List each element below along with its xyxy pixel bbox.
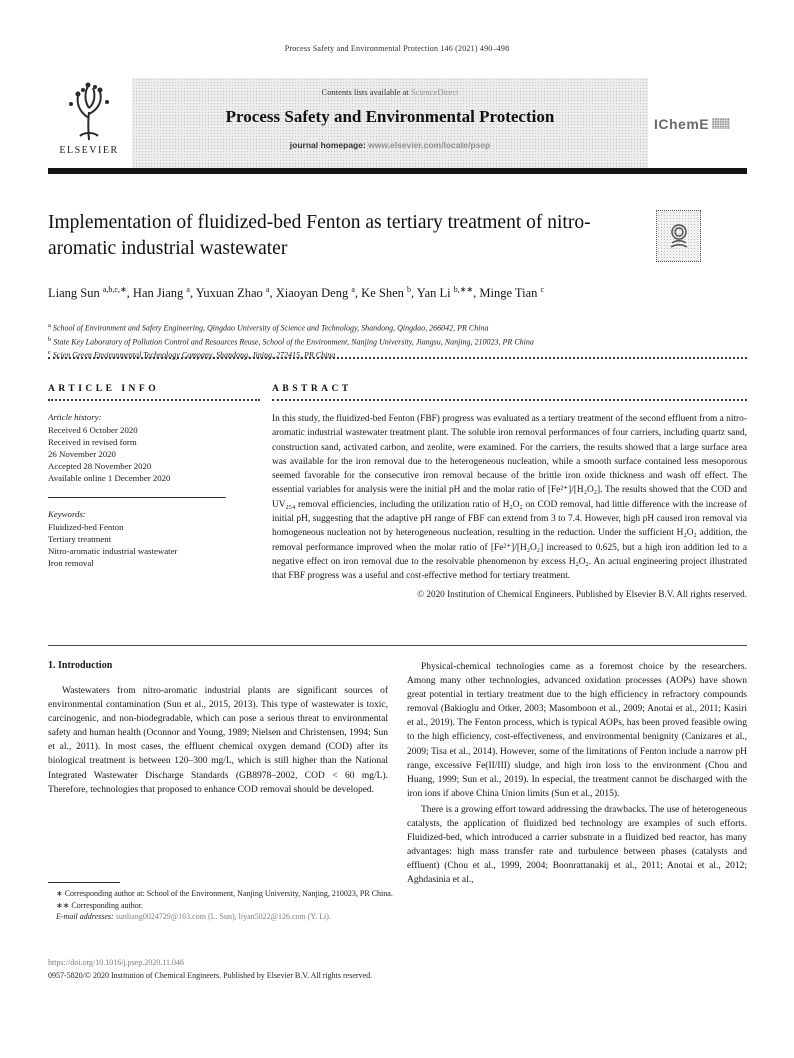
homepage-link[interactable]: www.elsevier.com/locate/psep xyxy=(368,140,491,150)
footnote-corresponding-1: ∗ Corresponding author at: School of the Environment, Nanjing University, Nanjing, 210023, PR China. xyxy=(56,889,393,898)
abstract-section xyxy=(272,384,747,599)
intro-right-column xyxy=(407,660,747,890)
author: Liang Sun $^{a,b,c,∗}$, xyxy=(48,285,133,301)
footnote-rule xyxy=(48,882,120,883)
doi-link[interactable]: https://doi.org/10.1016/j.psep.2020.11.046 xyxy=(48,958,185,967)
keyword-list xyxy=(48,521,260,569)
contents-prefix: Contents lists available at xyxy=(321,87,411,97)
homepage-line xyxy=(132,140,648,150)
page-footer xyxy=(48,957,747,982)
introduction-paragraph: Wastewaters from nitro-aromatic industrial plants are significant sources of environmental contamination (Sun et al., 2015, 2013). This type of wastewater is toxic, carcinogenic, and non-biodegradable, which can pose a serious threat to environmental safety and human health (Oconnor and Young, 1989; Nielsen and Christensen, 1994; Sun et al., 2011). In most cases, the effluent chemical oxygen demand (COD) after its biological treatment is between 120–300 mg/L, which is still higher than the National Integrated Wastewater Discharge Standards (GB8978–2002, COD < 60 mg/L). Therefore, technologies that proposed to enhance COD removal should be developed. xyxy=(48,686,388,795)
email-label: E-mail addresses: xyxy=(56,912,114,921)
history-line: Received 6 October 2020 xyxy=(48,425,138,435)
icheme-label: IChemE xyxy=(654,116,710,132)
intro-right xyxy=(407,660,747,888)
abstract-copyright: © 2020 Institution of Chemical Engineers. Published by Elsevier B.V. All rights reserved. xyxy=(417,588,747,599)
icheme-logo xyxy=(654,116,749,132)
affiliation: $^b$ State Key Laboratory of Pollution Control and Resources Reuse, School of the Environment, Nanjing University, Jiangsu, Nanjing, 210023, PR China xyxy=(48,335,534,347)
history-line: 26 November 2020 xyxy=(48,449,116,459)
keyword: Fluidized-bed Fenton xyxy=(48,522,124,532)
update-swirl-icon xyxy=(666,221,692,251)
abstract-text: In this study, the fluidized-bed Fenton (FBF) progress was evaluated as a tertiary treatment of the second effluent from a nitro-aromatic industrial wastewater treatment plant. The soluble iron removal performances of four carriers, including quartz sand, construction sand, activated carbon, and zeolite, were examined. For the carriers, the results showed that a large surface area was available for the iron removal due to the heterogeneous nucleation, while a smooth surface contained less mesoporous seemed favorable for the consecutive iron removal because of the brittle iron oxide thickness and wash off effect. The essential variables for analysis were the initial pH and the molar ratio of [Fe²⁺]/[H₂O₂]. The results showed that the COD and UV₂₅₄ removal efficiencies, including the utilization ratio of H₂O₂ on COD removal, had little difference with the increase of initial pH, suggesting that the adaptive pH range of FBF can extend from 3 to 7.4. However, high pH caused iron removal via homogeneous nucleation not by heterogeneous nucleation, resulting in the reduction. Under the sufficient H₂O₂ addition, the removal performance improved when the molar ratio of [Fe²⁺]/[H₂O₂] increased to 0.625, but a high iron addition led to a negative effect on iron removal due to the resolvable phenomenon by excess H₂O₂. An actual engineering project illustrated that FBF progress was a useful and cost-effective method for tertiary treatment. xyxy=(272,414,747,582)
issn-copyright-line: 0957-5820/© 2020 Institution of Chemical Engineers. Published by Elsevier B.V. All rights reserved. xyxy=(48,971,373,980)
author: Yuxuan Zhao $^a$, xyxy=(195,285,276,301)
introduction-paragraph: There is a growing effort toward addressing the drawbacks. The use of heterogeneous catalysts, the application of fluidized bed technology are examples of such efforts. Fluidized-bed, which introduced a carrier substrate in a fluidized bed reactor, has many advantages: high mass transfer rate and turbulence between phases (catalysts and effluent) (Chou et al., 1999, 2004; Boonrattanakij et al., 2011; Anotai et al., 2012; Aghdasinia et al., xyxy=(407,804,747,886)
keyword: Iron removal xyxy=(48,558,94,568)
running-head: Process Safety and Environmental Protection 146 (2021) 490–498 xyxy=(284,44,510,53)
article-title: Implementation of fluidized-bed Fenton as tertiary treatment of nitro-aromatic industrial wastewater xyxy=(48,212,591,259)
article-info-heading: ARTICLE INFO xyxy=(48,384,160,394)
author: Han Jiang $^a$, xyxy=(132,285,196,301)
history-line: Available online 1 December 2020 xyxy=(48,473,171,483)
icheme-badge-icon xyxy=(712,118,730,129)
history-line: Accepted 28 November 2020 xyxy=(48,461,152,471)
keyword: Tertiary treatment xyxy=(48,534,112,544)
homepage-prefix: journal homepage: xyxy=(289,140,369,150)
affiliation-rule xyxy=(48,357,747,359)
article-info-section xyxy=(48,384,260,569)
history-label: Article history: xyxy=(48,412,102,422)
author: Yan Li $^{b,∗∗}$, xyxy=(416,285,480,301)
history-list xyxy=(48,424,260,484)
elsevier-tree-icon xyxy=(58,78,120,144)
footnote-corresponding-2: ∗∗ Corresponding author. xyxy=(56,900,143,910)
affiliation: $^c$ Scien Green Environmental Technology Company, Shandong, Jining, 272415, PR China xyxy=(48,349,336,360)
sciencedirect-link[interactable]: ScienceDirect xyxy=(410,87,459,97)
masthead xyxy=(48,78,747,170)
article-info-heading-rule xyxy=(48,399,260,401)
affiliation: $^a$ School of Environment and Safety Engineering, Qingdao University of Science and Technology, Shandong, Qingdao, 266042, PR China xyxy=(48,322,489,333)
affiliation-list xyxy=(48,320,738,361)
abstract-heading-rule xyxy=(272,399,747,401)
intro-left-column xyxy=(48,660,388,799)
introduction-paragraph: Physical-chemical technologies came as a foremost choice by the researchers. Among many other technologies, advanced oxidation processes (AOPs) have shown great potential in tertiary treatment due to the high efficiency in refractory compounds removal (Bakioglu and Otker, 2003; Masomboon et al., 2009; Anotai et al., 2011; Kasiri et al., 2019). The Fenton process, which is typical AOPs, has been proved feasible owing to the high efficiency, cost-effectiveness, and environmental benignity (Canizares et al., 2009; Tisa et al., 2014). However, some of the limitations of Fenton include a narrow pH range, excessive Fe(II/III) sludge, and high iron loss to the environment (Chou and Huang, 1999; Sun et al., 2019). In especial, the treatment cannot be discharged with the iron ions if above China Union limits (Sun et al., 2015). xyxy=(407,662,747,799)
intro-left xyxy=(48,684,388,797)
check-for-updates-badge[interactable] xyxy=(656,210,701,262)
keywords-label: Keywords: xyxy=(48,509,86,519)
elsevier-logo xyxy=(48,78,130,170)
footnotes xyxy=(48,882,393,923)
author: Ke Shen $^b$, xyxy=(361,285,417,301)
author: Xiaoyan Deng $^a$, xyxy=(275,285,362,301)
masthead-rule xyxy=(48,168,747,174)
email-addresses[interactable]: sunliang0024729@163.com (L. Sun), liyan5022@126.com (Y. Li). xyxy=(113,912,331,921)
keyword: Nitro-aromatic industrial wastewater xyxy=(48,546,178,556)
abstract-bottom-rule xyxy=(48,645,747,646)
introduction-heading: 1. Introduction xyxy=(48,660,113,671)
masthead-box xyxy=(132,78,648,170)
elsevier-label: ELSEVIER xyxy=(59,145,119,156)
history-line: Received in revised form xyxy=(48,437,137,447)
author: Minge Tian $^c$ xyxy=(479,285,545,301)
footnote-emails xyxy=(48,911,393,923)
abstract-heading: ABSTRACT xyxy=(272,384,352,394)
contents-line xyxy=(132,87,648,97)
journal-title: Process Safety and Environmental Protection xyxy=(225,107,555,126)
author-list xyxy=(48,281,648,302)
info-divider-rule xyxy=(48,497,226,498)
